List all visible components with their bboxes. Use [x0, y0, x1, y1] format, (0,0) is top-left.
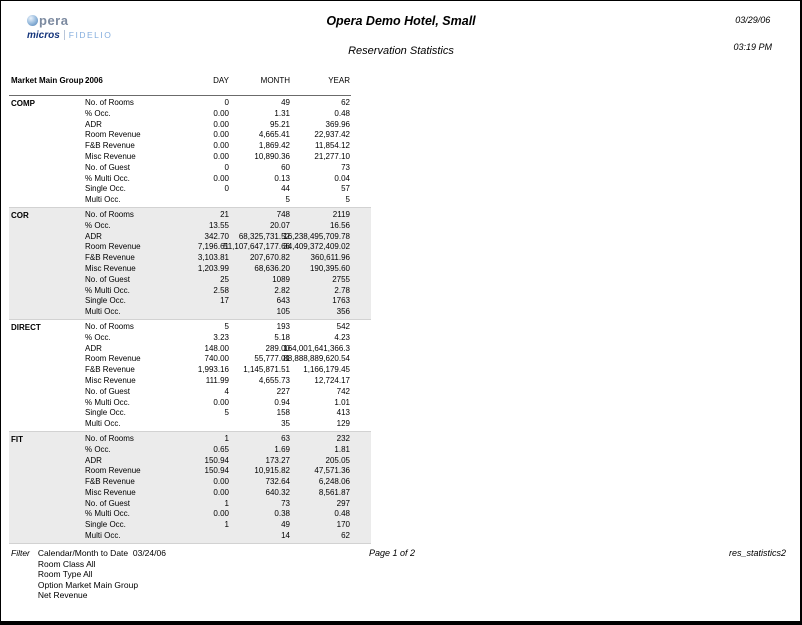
day-value: 0.00: [213, 119, 229, 129]
table-row: [9, 130, 371, 141]
row-label: Misc Revenue: [85, 263, 136, 273]
row-label: % Multi Occ.: [85, 509, 130, 519]
day-value: 150.94: [204, 455, 229, 465]
column-header-year: YEAR: [328, 76, 350, 85]
day-value: 4: [224, 386, 229, 396]
month-value: 51,107,647,177.66: [223, 242, 290, 252]
month-value: 158: [276, 408, 290, 418]
row-label: No. of Rooms: [85, 433, 134, 443]
market-group-section: [9, 207, 371, 319]
row-label: No. of Rooms: [85, 98, 134, 107]
month-value: 105: [276, 307, 290, 317]
month-value: 207,670.82: [249, 253, 290, 263]
table-row: [9, 398, 371, 409]
market-group-section: [9, 96, 371, 207]
row-label: % Occ.: [85, 332, 111, 342]
row-label: Multi Occ.: [85, 307, 121, 317]
section-rows: [9, 322, 371, 430]
year-value: 34,409,372,409.02: [283, 242, 350, 252]
year-value: 62: [341, 531, 350, 541]
month-value: 95.21: [269, 119, 290, 129]
market-group-label: COMP: [11, 99, 35, 108]
day-value: 0.00: [213, 141, 229, 151]
market-group-label: COR: [11, 210, 29, 220]
filter-line: Room Class All: [37, 558, 96, 569]
day-value: 0.00: [213, 130, 229, 140]
column-header-day: DAY: [213, 76, 229, 85]
fidelio-logo-text: FIDELIO: [64, 30, 113, 40]
year-value: 12,724.17: [314, 375, 350, 385]
table-row: [9, 365, 371, 376]
table-row: [9, 98, 371, 109]
row-label: Single Occ.: [85, 296, 126, 306]
year-value: 129: [336, 419, 350, 429]
month-value: 1,145,871.51: [243, 365, 290, 375]
filter-lines: [38, 548, 166, 601]
month-value: 1089: [272, 274, 290, 284]
section-rows: [9, 434, 371, 542]
table-row: [9, 520, 371, 531]
row-label: Single Occ.: [85, 408, 126, 418]
month-value: 193: [276, 321, 290, 331]
table-row: [9, 434, 371, 445]
column-header-month: MONTH: [260, 76, 290, 85]
year-value: 21,277.10: [314, 151, 350, 161]
row-label: Misc Revenue: [85, 375, 136, 385]
day-value: 1: [224, 433, 229, 443]
micros-logo-text: micros: [27, 30, 60, 41]
month-value: 35: [281, 419, 290, 429]
table-row: [9, 419, 371, 430]
year-value: 2.78: [334, 285, 350, 295]
table-row: [9, 509, 371, 520]
table-row: [9, 174, 371, 185]
table-row: [9, 286, 371, 297]
table-row: [9, 531, 371, 542]
filter-line: Net Revenue: [37, 590, 88, 600]
day-value: 3.23: [213, 332, 229, 342]
table-row: [9, 232, 371, 243]
column-header-2006: 2006: [85, 76, 103, 85]
year-value: 0.48: [334, 108, 350, 118]
day-value: 17: [220, 296, 229, 306]
year-value: 1.81: [334, 444, 350, 454]
year-value: 369.96: [325, 119, 350, 129]
opera-logo-text: pera: [39, 13, 69, 28]
filter-footer: [11, 548, 166, 601]
table-row: [9, 120, 371, 131]
day-value: 25: [220, 274, 229, 284]
month-value: 55,777.01: [254, 354, 290, 364]
year-value: 22,937.42: [314, 130, 350, 140]
month-value: 173.27: [265, 455, 290, 465]
row-label: ADR: [85, 119, 102, 129]
year-value: 62: [341, 98, 350, 107]
year-value: 1,166,179.45: [303, 365, 350, 375]
day-value: 3,103.81: [197, 253, 229, 263]
row-label: % Occ.: [85, 444, 111, 454]
table-row: [9, 210, 371, 221]
year-value: 164,001,641,366.3: [283, 343, 350, 353]
report-time: 03:19 PM: [733, 42, 772, 52]
table-row: [9, 264, 371, 275]
table-row: [9, 275, 371, 286]
month-value: 44: [281, 184, 290, 194]
year-value: 297: [336, 498, 350, 508]
table-row: [9, 408, 371, 419]
month-value: 14: [281, 531, 290, 541]
year-value: 11,854.12: [315, 141, 350, 151]
table-row: [9, 354, 371, 365]
year-value: 360,611.96: [310, 253, 350, 263]
year-value: 1.01: [334, 397, 350, 407]
row-label: ADR: [85, 455, 102, 465]
month-value: 1,869.42: [258, 141, 290, 151]
month-value: 0.38: [274, 509, 290, 519]
day-value: 0: [224, 98, 229, 107]
year-value: 16,238,495,709.78: [283, 231, 350, 241]
table-row: [9, 322, 371, 333]
statistics-table: [9, 73, 371, 544]
month-value: 0.13: [274, 173, 290, 183]
table-row: [9, 163, 371, 174]
micros-fidelio-logo: [27, 30, 112, 41]
market-group-section: [9, 431, 371, 544]
market-group-label: FIT: [11, 434, 23, 444]
row-label: ADR: [85, 343, 102, 353]
month-value: 0.94: [274, 397, 290, 407]
table-row: [9, 477, 371, 488]
row-label: Room Revenue: [85, 354, 141, 364]
section-rows: [9, 98, 371, 206]
row-label: % Occ.: [85, 220, 111, 230]
year-value: 232: [336, 433, 350, 443]
day-value: 0.00: [213, 173, 229, 183]
row-label: % Multi Occ.: [85, 397, 130, 407]
filter-line: Calendar/Month to Date 03/24/06: [37, 548, 166, 558]
month-value: 49: [281, 98, 290, 107]
table-row: [9, 456, 371, 467]
row-label: Single Occ.: [85, 184, 126, 194]
month-value: 68,636.20: [254, 263, 290, 273]
row-label: F&B Revenue: [85, 477, 135, 487]
row-label: Misc Revenue: [85, 487, 136, 497]
table-row: [9, 499, 371, 510]
datetime-block: [733, 15, 772, 52]
year-value: 8,561.87: [318, 487, 350, 497]
table-row: [9, 387, 371, 398]
year-value: 1763: [332, 296, 350, 306]
report-date: 03/29/06: [735, 15, 771, 25]
year-value: 88,888,889,620.54: [283, 354, 350, 364]
year-value: 2755: [332, 274, 350, 284]
day-value: 1,993.16: [197, 365, 229, 375]
day-value: 1: [224, 520, 229, 530]
month-value: 2.82: [274, 285, 290, 295]
table-row: [9, 253, 371, 264]
day-value: 0.00: [213, 477, 229, 487]
day-value: 1: [224, 498, 229, 508]
row-label: Multi Occ.: [85, 531, 121, 541]
table-row: [9, 242, 371, 253]
month-value: 4,665.41: [258, 130, 290, 140]
month-value: 63: [281, 433, 290, 443]
table-row: [9, 109, 371, 120]
column-header-market-main-group: Market Main Group: [11, 76, 84, 85]
year-value: 0.04: [334, 173, 350, 183]
row-label: Multi Occ.: [85, 419, 121, 429]
month-value: 227: [276, 386, 290, 396]
month-value: 10,890.36: [254, 151, 290, 161]
day-value: 5: [224, 408, 229, 418]
table-sections: [9, 96, 371, 544]
row-label: Room Revenue: [85, 242, 141, 252]
year-value: 742: [336, 386, 350, 396]
day-value: 0.00: [213, 509, 229, 519]
day-value: 111.99: [205, 375, 229, 385]
row-label: % Multi Occ.: [85, 285, 130, 295]
day-value: 0.00: [213, 151, 229, 161]
month-value: 1.31: [274, 108, 290, 118]
year-value: 57: [341, 184, 350, 194]
row-label: % Multi Occ.: [85, 173, 130, 183]
month-value: 20.07: [269, 220, 290, 230]
row-label: Room Revenue: [85, 466, 141, 476]
year-value: 205.05: [325, 455, 350, 465]
table-header-row: [9, 73, 371, 95]
month-value: 5.18: [274, 332, 290, 342]
title-block: [201, 14, 601, 57]
row-label: No. of Guest: [85, 162, 130, 172]
day-value: 5: [224, 321, 229, 331]
year-value: 4.23: [334, 332, 350, 342]
year-value: 190,395.60: [309, 263, 350, 273]
month-value: 1.69: [274, 444, 290, 454]
day-value: 740.00: [204, 354, 229, 364]
year-value: 542: [336, 321, 350, 331]
day-value: 21: [220, 209, 229, 219]
day-value: 0.00: [213, 487, 229, 497]
table-row: [9, 221, 371, 232]
month-value: 643: [276, 296, 290, 306]
day-value: 13.55: [208, 220, 229, 230]
row-label: F&B Revenue: [85, 253, 135, 263]
day-value: 1,203.99: [197, 263, 229, 273]
market-group-label: DIRECT: [11, 322, 41, 332]
opera-micros-fidelio-logo: [27, 13, 112, 41]
filter-line: Room Type All: [37, 569, 93, 579]
year-value: 413: [336, 408, 350, 418]
table-row: [9, 152, 371, 163]
day-value: 0.00: [213, 397, 229, 407]
row-label: No. of Guest: [85, 386, 130, 396]
report-title: Opera Demo Hotel, Small: [326, 14, 476, 28]
month-value: 49: [281, 520, 290, 530]
month-value: 73: [281, 498, 290, 508]
year-value: 5: [345, 195, 350, 205]
year-value: 16.56: [329, 220, 350, 230]
day-value: 7,196.61: [197, 242, 229, 252]
year-value: 73: [341, 162, 350, 172]
day-value: 0.00: [213, 108, 229, 118]
day-value: 342.70: [204, 231, 229, 241]
globe-icon: [27, 15, 38, 26]
month-value: 68,325,731.52: [238, 231, 290, 241]
table-row: [9, 296, 371, 307]
row-label: Single Occ.: [85, 520, 126, 530]
table-row: [9, 333, 371, 344]
table-row: [9, 376, 371, 387]
month-value: 60: [281, 162, 290, 172]
table-row: [9, 307, 371, 318]
table-row: [9, 445, 371, 456]
table-row: [9, 195, 371, 206]
year-value: 2119: [332, 209, 350, 219]
year-value: 356: [336, 307, 350, 317]
table-row: [9, 184, 371, 195]
opera-logo: [27, 13, 112, 28]
year-value: 170: [336, 520, 350, 530]
month-value: 4,655.73: [258, 375, 290, 385]
table-row: [9, 466, 371, 477]
year-value: 47,571.36: [314, 466, 350, 476]
month-value: 732.64: [265, 477, 290, 487]
page-number: Page 1 of 2: [369, 548, 416, 558]
filter-label: Filter: [11, 548, 30, 558]
month-value: 640.32: [265, 487, 290, 497]
day-value: 0: [224, 162, 229, 172]
filter-line: Option Market Main Group: [37, 579, 139, 590]
year-value: 6,248.06: [318, 477, 350, 487]
report-file-name: res_statistics2: [728, 548, 786, 558]
section-rows: [9, 210, 371, 318]
table-row: [9, 141, 371, 152]
month-value: 748: [276, 209, 290, 219]
row-label: Multi Occ.: [85, 195, 121, 205]
day-value: 148.00: [204, 343, 229, 353]
table-row: [9, 344, 371, 355]
row-label: No. of Guest: [85, 274, 130, 284]
row-label: F&B Revenue: [85, 365, 135, 375]
row-label: F&B Revenue: [85, 141, 135, 151]
day-value: 0.65: [213, 444, 229, 454]
row-label: No. of Rooms: [85, 209, 134, 219]
day-value: 2.58: [213, 285, 229, 295]
row-label: No. of Rooms: [85, 321, 134, 331]
month-value: 289.00: [265, 343, 290, 353]
row-label: Misc Revenue: [85, 151, 136, 161]
day-value: 0: [224, 184, 229, 194]
row-label: No. of Guest: [85, 498, 130, 508]
year-value: 0.48: [334, 509, 350, 519]
month-value: 10,915.82: [254, 466, 290, 476]
month-value: 5: [285, 195, 290, 205]
report-subtitle: Reservation Statistics: [348, 45, 454, 57]
day-value: 150.94: [204, 466, 229, 476]
market-group-section: [9, 319, 371, 431]
row-label: Room Revenue: [85, 130, 141, 140]
row-label: % Occ.: [85, 108, 111, 118]
table-row: [9, 488, 371, 499]
row-label: ADR: [85, 231, 102, 241]
